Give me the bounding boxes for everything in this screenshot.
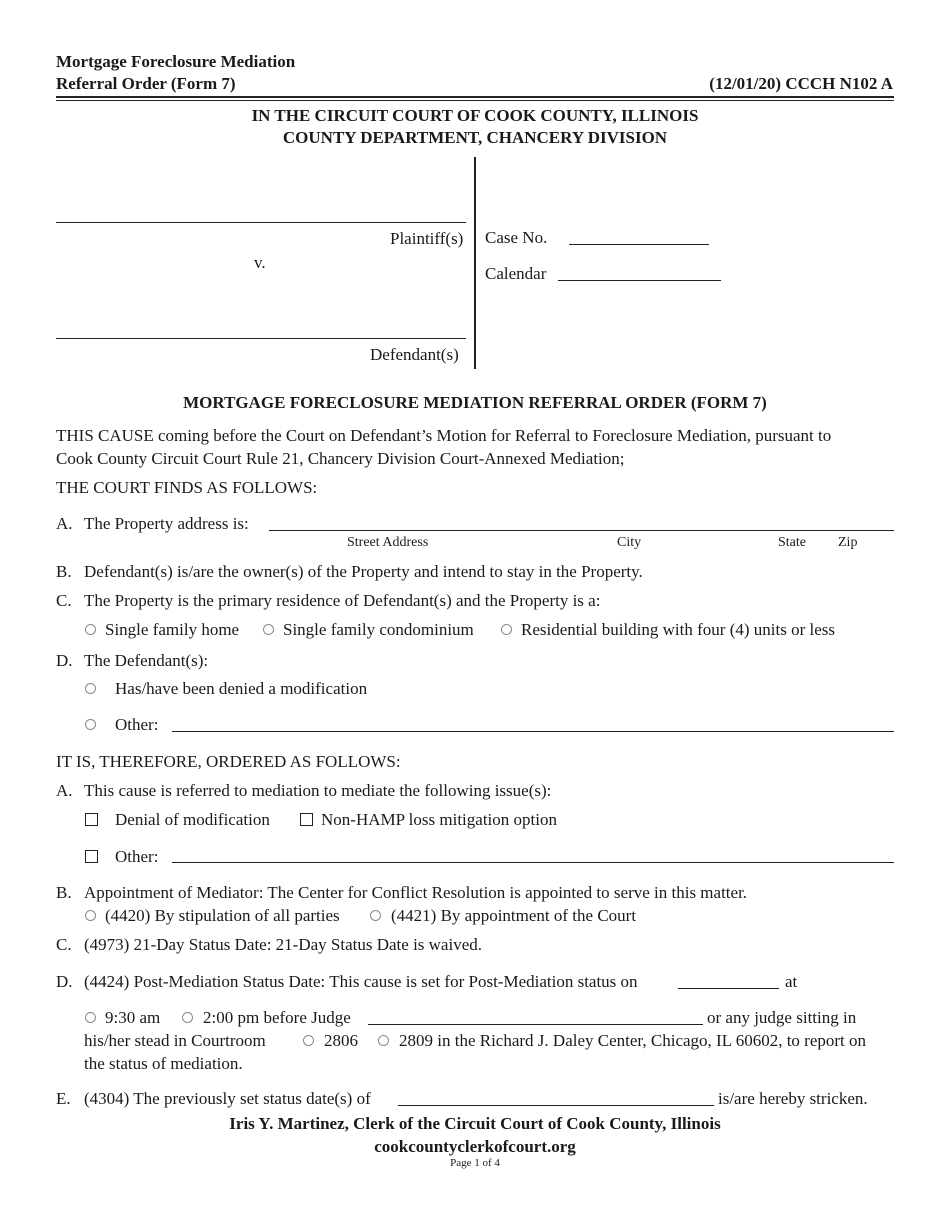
stricken-dates-field[interactable]: [398, 1105, 714, 1106]
versus-label: v.: [254, 253, 266, 272]
courtroom-2809-label: 2809 in the Richard J. Daley Center, Chicago, IL 60602, to report on: [399, 1031, 867, 1050]
residential-building-label: Residential building with four (4) units or less: [521, 620, 835, 639]
findings-heading: THE COURT FINDS AS FOLLOWS:: [56, 478, 318, 497]
defendant-other-label: Other:: [115, 715, 159, 734]
caption-state: State: [778, 535, 806, 550]
finding-b-text: Defendant(s) is/are the owner(s) of the Property and intend to stay in the Property.: [84, 562, 643, 581]
plaintiff-label: Plaintiff(s): [390, 229, 464, 248]
denial-of-modification-label: Denial of modification: [115, 810, 270, 829]
stipulation-radio[interactable]: [85, 910, 96, 921]
calendar-label: Calendar: [485, 264, 547, 283]
court-appointment-radio[interactable]: [370, 910, 381, 921]
finding-a-text: The Property address is:: [84, 514, 249, 533]
property-address-field[interactable]: [269, 530, 894, 531]
denied-modification-label: Has/have been denied a modification: [115, 679, 368, 698]
stipulation-label: (4420) By stipulation of all parties: [105, 906, 340, 925]
order-d-line2: his/her stead in Courtroom: [84, 1031, 266, 1050]
issue-other-field[interactable]: [172, 862, 894, 863]
time-200-radio[interactable]: [182, 1012, 193, 1023]
non-hamp-label: Non-HAMP loss mitigation option: [321, 810, 557, 829]
judge-name-field[interactable]: [368, 1024, 703, 1025]
order-title: MORTGAGE FORECLOSURE MEDIATION REFERRAL ORDER (FORM 7): [183, 393, 767, 412]
denied-modification-radio[interactable]: [85, 683, 96, 694]
intro-line2: Cook County Circuit Court Rule 21, Chancery Division Court-Annexed Mediation;: [56, 449, 625, 468]
court-heading-line2: COUNTY DEPARTMENT, CHANCERY DIVISION: [282, 128, 668, 147]
finding-c-text: The Property is the primary residence of Defendant(s) and the Property is a:: [84, 591, 601, 610]
caption-zip: Zip: [838, 535, 858, 550]
order-a-letter: A.: [56, 781, 73, 800]
order-d-tail1: or any judge sitting in: [707, 1008, 857, 1027]
time-930-label: 9:30 am: [105, 1008, 161, 1027]
order-d-line3: the status of mediation.: [84, 1054, 243, 1073]
caption-city: City: [617, 535, 642, 550]
defendant-other-field[interactable]: [172, 731, 894, 732]
time-200-label: 2:00 pm before Judge: [203, 1008, 351, 1027]
order-b-letter: B.: [56, 883, 72, 902]
condominium-label: Single family condominium: [283, 620, 474, 639]
defendant-other-radio[interactable]: [85, 719, 96, 730]
court-appointment-label: (4421) By appointment of the Court: [391, 906, 637, 925]
denial-of-modification-checkbox[interactable]: [85, 813, 98, 826]
courtroom-2809-radio[interactable]: [378, 1035, 389, 1046]
order-e-letter: E.: [56, 1089, 71, 1108]
finding-b-letter: B.: [56, 562, 72, 581]
order-a-text: This cause is referred to mediation to mediate the following issue(s):: [84, 781, 552, 800]
non-hamp-checkbox[interactable]: [300, 813, 313, 826]
defendant-label: Defendant(s): [370, 345, 459, 364]
calendar-field[interactable]: [558, 280, 721, 281]
order-e-text: (4304) The previously set status date(s) of: [84, 1089, 371, 1108]
form-title-line2: Referral Order (Form 7): [56, 74, 236, 93]
condominium-radio[interactable]: [263, 624, 274, 635]
finding-d-text: The Defendant(s):: [84, 651, 209, 670]
caption-street-address: Street Address: [347, 535, 429, 550]
finding-c-letter: C.: [56, 591, 72, 610]
order-e-tail: is/are hereby stricken.: [718, 1089, 868, 1108]
issue-other-label: Other:: [115, 847, 159, 866]
form-code: (12/01/20) CCCH N102 A: [709, 74, 893, 93]
clerk-name: Iris Y. Martinez, Clerk of the Circuit Court of Cook County, Illinois: [229, 1114, 721, 1133]
order-c-letter: C.: [56, 935, 72, 954]
form-title-line1: Mortgage Foreclosure Mediation: [56, 52, 296, 71]
plaintiff-name-line[interactable]: [56, 222, 466, 223]
order-b-text: Appointment of Mediator: The Center for Conflict Resolution is appointed to serve in this matter.: [84, 883, 748, 902]
clerk-website: cookcountyclerkofcourt.org: [374, 1137, 576, 1156]
single-family-home-label: Single family home: [105, 620, 240, 639]
case-no-label: Case No.: [485, 228, 548, 247]
order-d-letter: D.: [56, 972, 73, 991]
orders-heading: IT IS, THEREFORE, ORDERED AS FOLLOWS:: [56, 752, 401, 771]
finding-a-letter: A.: [56, 514, 73, 533]
post-mediation-date-field[interactable]: [678, 988, 779, 989]
header-rule-bottom: [56, 100, 894, 101]
caption-divider: [474, 157, 476, 369]
order-c-text: (4973) 21-Day Status Date: 21-Day Status Date is waived.: [84, 935, 482, 954]
order-d-at: at: [785, 972, 798, 991]
residential-building-radio[interactable]: [501, 624, 512, 635]
case-no-field[interactable]: [569, 244, 709, 245]
issue-other-checkbox[interactable]: [85, 850, 98, 863]
intro-line1: THIS CAUSE coming before the Court on Defendant’s Motion for Referral to Foreclosure Mediation, pursuant to: [56, 426, 832, 445]
time-930-radio[interactable]: [85, 1012, 96, 1023]
defendant-name-line[interactable]: [56, 338, 466, 339]
court-heading-line1: IN THE CIRCUIT COURT OF COOK COUNTY, ILLINOIS: [251, 106, 699, 125]
order-d-text: (4424) Post-Mediation Status Date: This cause is set for Post-Mediation status on: [84, 972, 638, 991]
courtroom-2806-radio[interactable]: [303, 1035, 314, 1046]
single-family-home-radio[interactable]: [85, 624, 96, 635]
header-rule-top: [56, 96, 894, 98]
courtroom-2806-label: 2806: [324, 1031, 358, 1050]
finding-d-letter: D.: [56, 651, 73, 670]
page-number: Page 1 of 4: [450, 1157, 500, 1169]
